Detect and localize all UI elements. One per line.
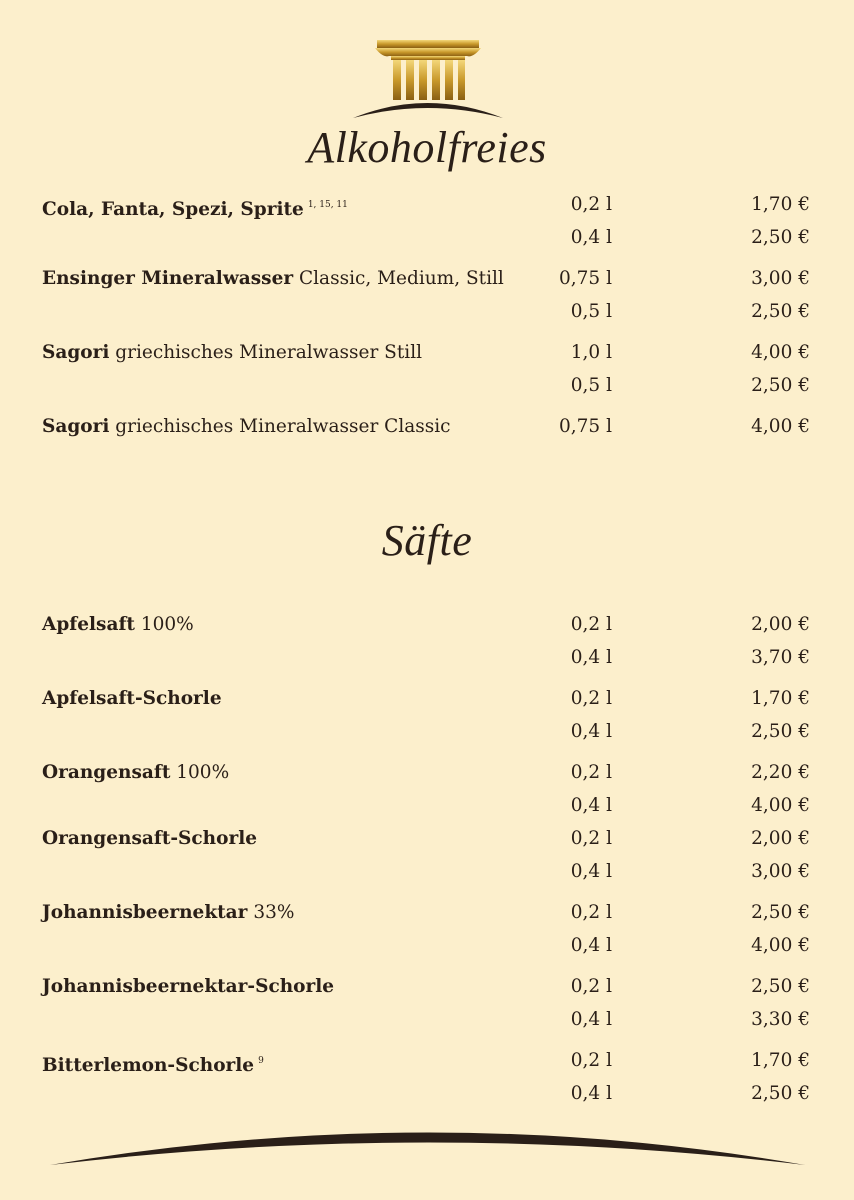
item-price: 2,50 € [751,375,810,396]
item-volume: 0,75 l [559,416,612,437]
item-name [42,610,194,640]
item-name [42,1046,264,1081]
item-volume: 0,4 l [570,935,612,956]
item-name [42,758,229,788]
item-volume: 0,4 l [570,1009,612,1030]
menu-row [0,898,854,928]
item-price: 3,70 € [751,647,810,668]
item-name [42,824,257,854]
item-price: 4,00 € [751,416,810,437]
menu-row [0,857,854,887]
item-description: 100% [176,762,230,783]
item-price: 4,00 € [751,342,810,363]
menu-row [0,264,854,294]
item-title: Sagori [42,342,110,363]
item-volume: 0,4 l [570,647,612,668]
item-price: 2,50 € [751,902,810,923]
item-price: 2,00 € [751,828,810,849]
item-volume: 0,4 l [570,795,612,816]
item-name [42,972,334,1002]
menu-row [0,1079,854,1109]
item-volume: 0,4 l [570,227,612,248]
item-title: Ensinger Mineralwasser [42,268,294,289]
item-volume: 0,75 l [559,268,612,289]
item-price: 4,00 € [751,935,810,956]
item-price: 1,70 € [751,1050,810,1071]
item-price: 2,50 € [751,976,810,997]
greek-column-icon [345,38,510,120]
menu-row [0,684,854,714]
item-title: Apfelsaft [42,614,135,635]
item-price: 2,20 € [751,762,810,783]
item-volume: 0,2 l [570,828,612,849]
item-name [42,190,348,225]
menu-row [0,297,854,327]
item-volume: 0,4 l [570,861,612,882]
menu-row [0,371,854,401]
item-title: Apfelsaft-Schorle [42,688,222,709]
item-price: 3,00 € [751,861,810,882]
menu-row [0,1005,854,1035]
item-name [42,684,222,714]
item-volume: 0,2 l [570,688,612,709]
menu-row [0,791,854,821]
item-title: Johannisbeernektar [42,902,248,923]
swoosh-ornament-icon [0,1110,854,1180]
item-title: Sagori [42,416,110,437]
menu-row [0,190,854,220]
item-description: 33% [253,902,295,923]
item-price: 4,00 € [751,795,810,816]
item-price: 3,00 € [751,268,810,289]
item-price: 2,50 € [751,721,810,742]
item-volume: 0,4 l [570,721,612,742]
item-price: 2,50 € [751,1083,810,1104]
item-volume: 1,0 l [570,342,612,363]
menu-row [0,643,854,673]
item-volume: 0,2 l [570,1050,612,1071]
item-name [42,264,504,294]
item-volume: 0,2 l [570,902,612,923]
menu-row [0,972,854,1002]
item-name [42,898,294,928]
menu-row [0,338,854,368]
menu-row [0,758,854,788]
item-title: Johannisbeernektar-Schorle [42,976,335,997]
item-volume: 0,2 l [570,762,612,783]
menu-row [0,824,854,854]
item-description: griechisches Mineralwasser Still [115,342,423,363]
item-title: Orangensaft-Schorle [42,828,257,849]
item-description: griechisches Mineralwasser Classic [115,416,451,437]
item-price: 2,00 € [751,614,810,635]
item-volume: 0,2 l [570,614,612,635]
item-volume: 0,2 l [570,976,612,997]
section-title-alkoholfreies: Alkoholfreies [307,123,547,172]
menu-row [0,223,854,253]
item-volume: 0,5 l [570,375,612,396]
item-description: Classic, Medium, Still [298,268,504,289]
item-title: Orangensaft [42,762,171,783]
item-price: 3,30 € [751,1009,810,1030]
item-volume: 0,2 l [570,194,612,215]
item-title: Bitterlemon-Schorle [42,1055,255,1076]
menu-row [0,717,854,747]
item-volume: 0,5 l [570,301,612,322]
item-price: 1,70 € [751,688,810,709]
item-name [42,338,422,368]
section-title-saefte: Säfte [381,516,473,565]
item-footnote: 9 [258,1056,264,1066]
item-price: 1,70 € [751,194,810,215]
item-title: Cola, Fanta, Spezi, Sprite [42,199,304,220]
item-volume: 0,4 l [570,1083,612,1104]
item-description: 100% [140,614,194,635]
item-price: 2,50 € [751,227,810,248]
menu-row [0,1046,854,1076]
menu-row [0,610,854,640]
item-footnote: 1, 15, 11 [307,200,348,210]
item-name [42,412,451,442]
menu-row [0,412,854,442]
menu-row [0,931,854,961]
item-price: 2,50 € [751,301,810,322]
